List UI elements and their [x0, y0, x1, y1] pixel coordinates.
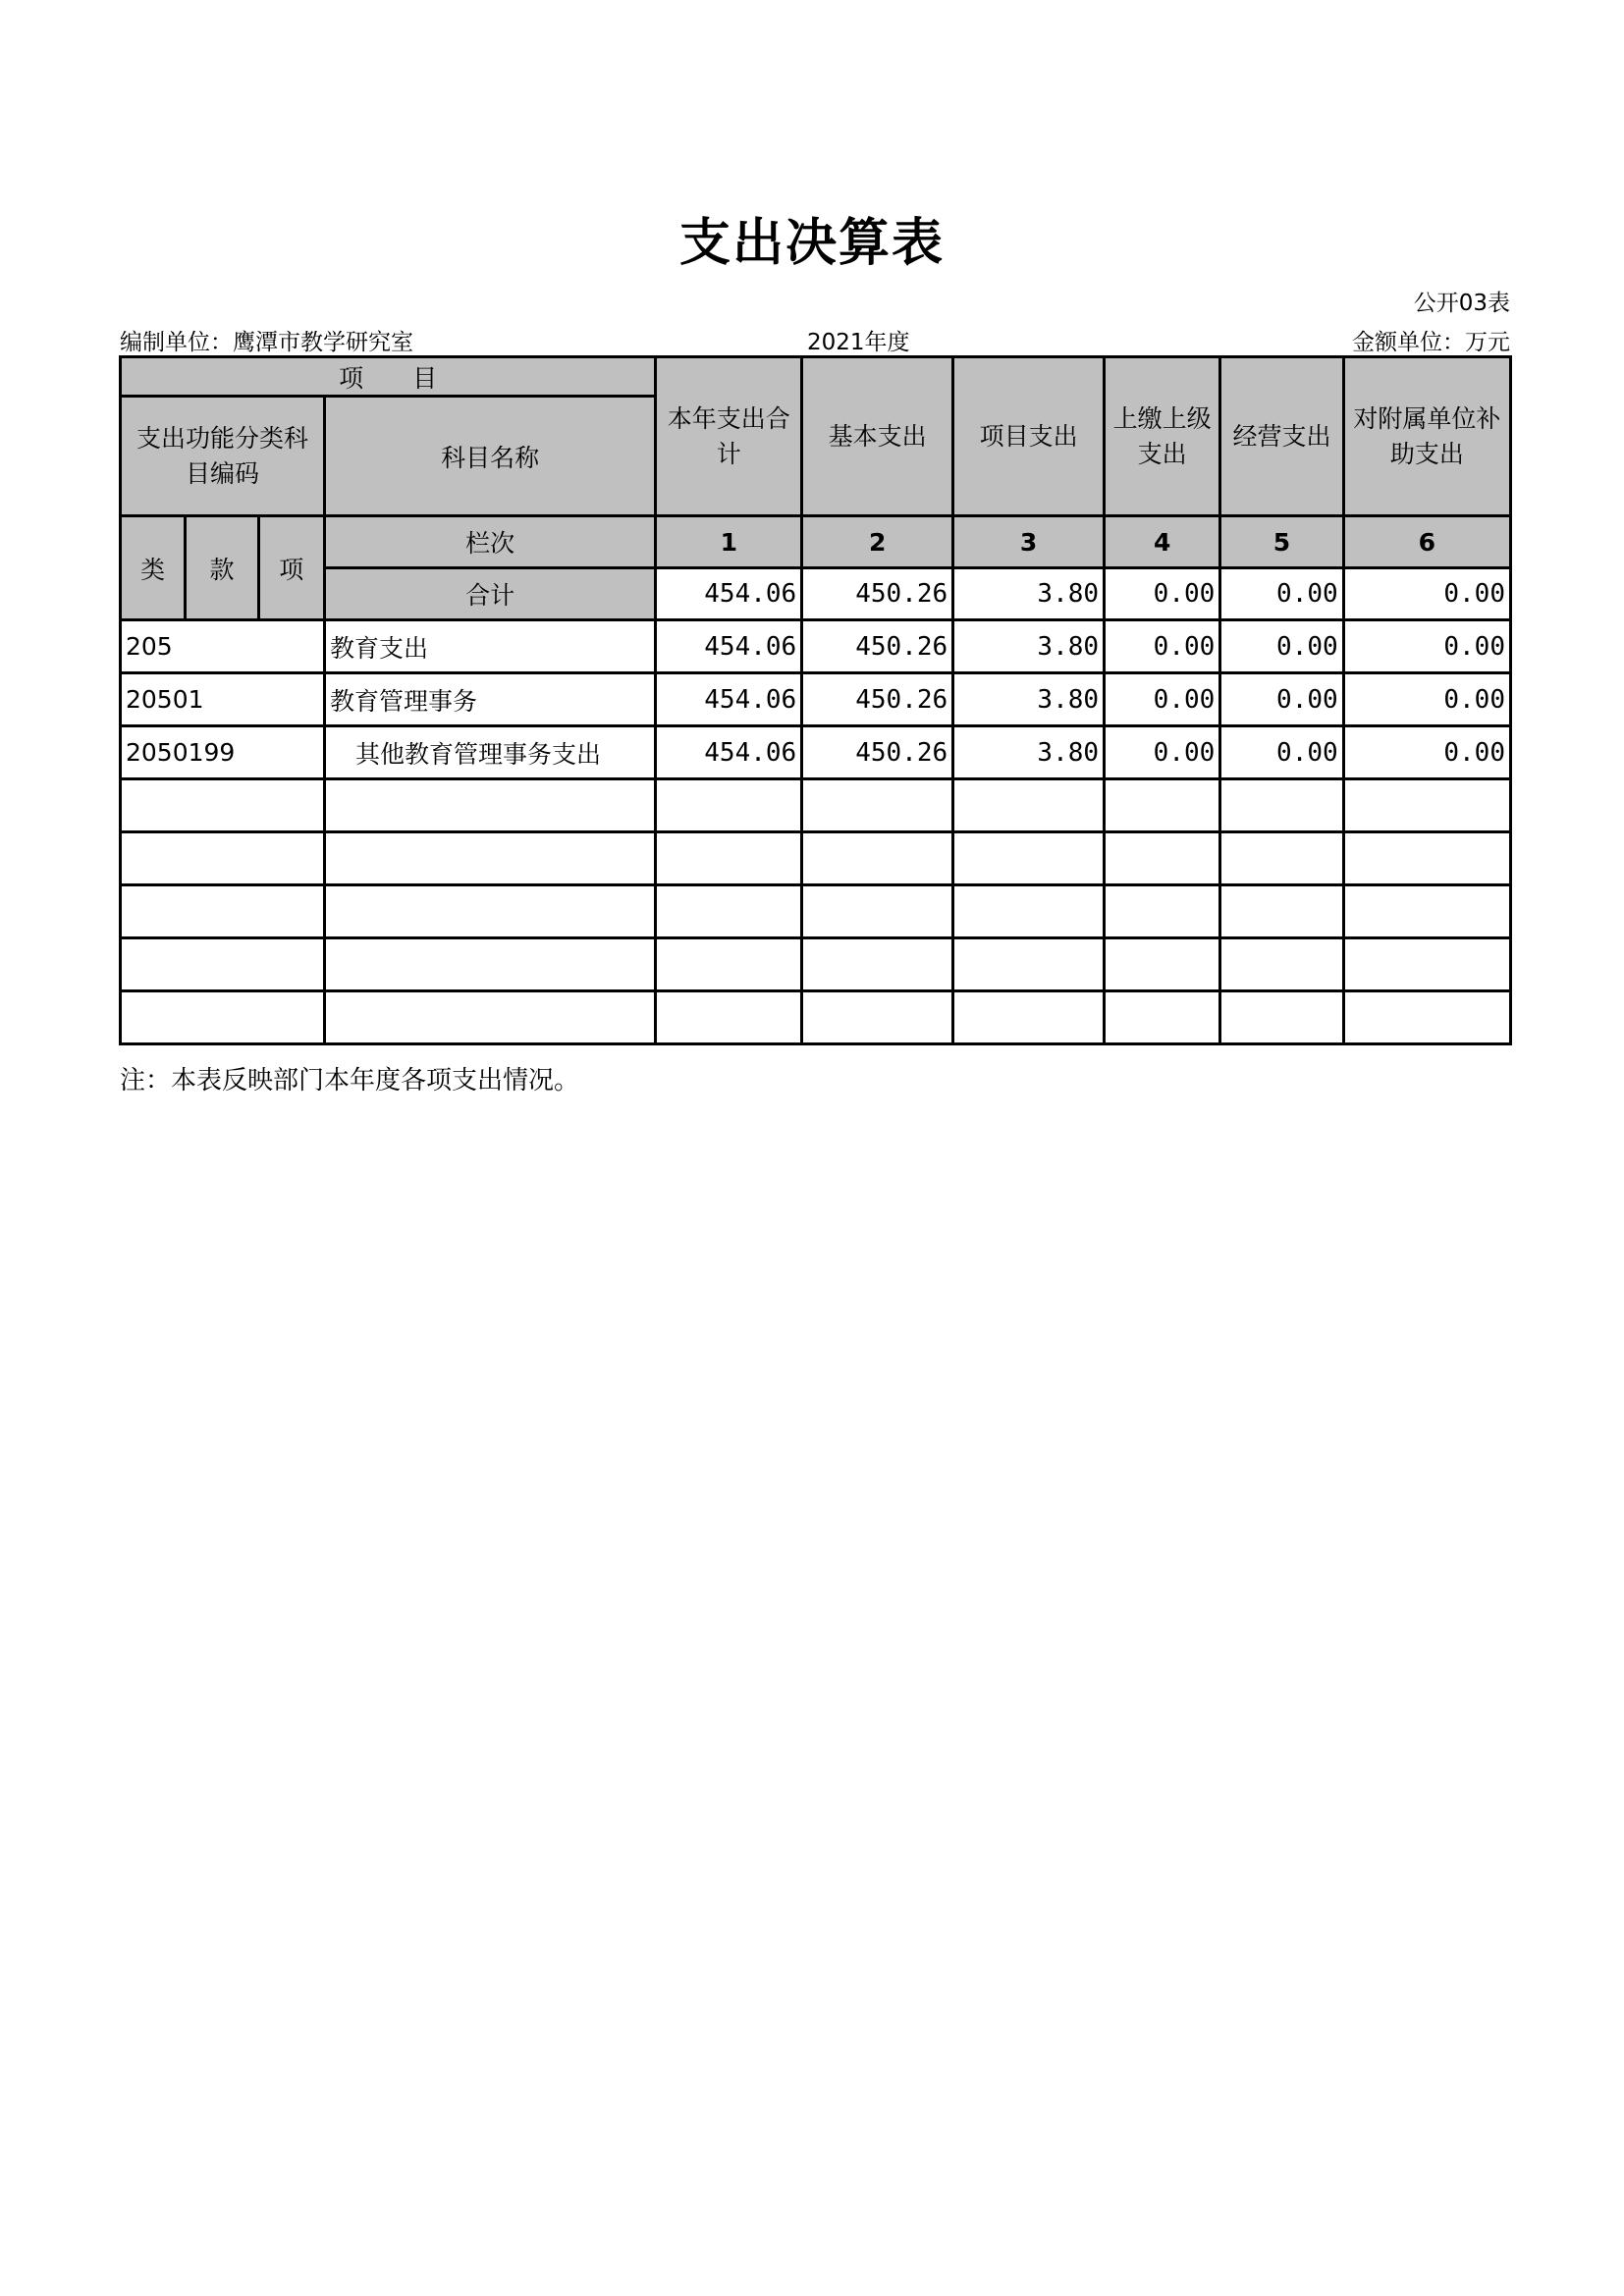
empty-row [121, 779, 1511, 832]
empty-cell [1343, 779, 1510, 832]
header-upper: 上缴上级支出 [1105, 357, 1220, 516]
empty-cell [802, 938, 953, 991]
table-row [121, 673, 1511, 726]
column-no-cell: 6 [1343, 516, 1510, 568]
empty-cell [802, 885, 953, 938]
footnote: 注：本表反映部门本年度各项支出情况。 [120, 1066, 580, 1095]
empty-cell [802, 991, 953, 1044]
row-value: 0.00 [1105, 620, 1220, 673]
header-subsidy: 对附属单位补助支出 [1343, 357, 1510, 516]
meta-row [120, 324, 1510, 357]
total-value-cell: 450.26 [802, 568, 953, 620]
compiling-unit: 编制单位：鹰潭市教学研究室 [120, 330, 413, 355]
row-value: 0.00 [1105, 726, 1220, 779]
table-row [121, 620, 1511, 673]
empty-cell [1220, 938, 1343, 991]
empty-cell [802, 832, 953, 885]
header-total-row: 合计 [324, 568, 655, 620]
total-value-cell: 454.06 [656, 568, 802, 620]
empty-cell [121, 832, 325, 885]
empty-cell [121, 991, 325, 1044]
row-value: 454.06 [656, 673, 802, 726]
empty-row [121, 885, 1511, 938]
row-code: 20501 [121, 673, 325, 726]
row-value: 3.80 [953, 620, 1105, 673]
empty-cell [1343, 832, 1510, 885]
column-no-cell: 4 [1105, 516, 1220, 568]
header-column-no: 栏次 [324, 516, 655, 568]
empty-cell [324, 938, 655, 991]
row-value: 3.80 [953, 673, 1105, 726]
empty-cell [1220, 991, 1343, 1044]
empty-cell [1220, 832, 1343, 885]
header-project: 项目支出 [953, 357, 1105, 516]
row-code: 2050199 [121, 726, 325, 779]
empty-cell [656, 832, 802, 885]
row-name: 教育支出 [324, 620, 655, 673]
empty-cell [1105, 938, 1220, 991]
total-value-cell: 3.80 [953, 568, 1105, 620]
row-value: 0.00 [1343, 726, 1510, 779]
amount-unit: 金额单位：万元 [1352, 330, 1510, 355]
empty-cell [656, 885, 802, 938]
empty-cell [1343, 885, 1510, 938]
header-subject-name: 科目名称 [324, 397, 655, 516]
row-name: 教育管理事务 [324, 673, 655, 726]
row-value: 0.00 [1220, 726, 1343, 779]
row-value: 0.00 [1343, 620, 1510, 673]
empty-cell [953, 779, 1105, 832]
empty-cell [324, 991, 655, 1044]
empty-cell [953, 938, 1105, 991]
empty-row [121, 938, 1511, 991]
empty-cell [324, 885, 655, 938]
row-value: 3.80 [953, 726, 1105, 779]
header-lei: 类 [121, 516, 186, 620]
empty-cell [1105, 779, 1220, 832]
row-value: 0.00 [1220, 673, 1343, 726]
column-no-cell: 5 [1220, 516, 1343, 568]
empty-cell [656, 938, 802, 991]
empty-cell [1343, 938, 1510, 991]
row-value: 454.06 [656, 726, 802, 779]
row-value: 450.26 [802, 726, 953, 779]
fiscal-year: 2021年度 [807, 330, 910, 355]
header-total: 本年支出合计 [656, 357, 802, 516]
column-no-cell: 2 [802, 516, 953, 568]
header-xiang: 项 [258, 516, 324, 620]
empty-cell [1105, 832, 1220, 885]
page-title: 支出决算表 [678, 213, 945, 273]
empty-cell [953, 885, 1105, 938]
header-func-code: 支出功能分类科目编码 [121, 397, 325, 516]
row-code: 205 [121, 620, 325, 673]
header-basic: 基本支出 [802, 357, 953, 516]
row-value: 450.26 [802, 673, 953, 726]
empty-cell [1343, 991, 1510, 1044]
header-item: 项 目 [121, 357, 656, 397]
row-value: 0.00 [1343, 673, 1510, 726]
empty-cell [121, 885, 325, 938]
empty-cell [324, 832, 655, 885]
empty-row [121, 991, 1511, 1044]
form-number: 公开03表 [1413, 291, 1510, 316]
row-name: 其他教育管理事务支出 [324, 726, 655, 779]
empty-cell [1105, 885, 1220, 938]
empty-cell [953, 832, 1105, 885]
total-value-cell: 0.00 [1105, 568, 1220, 620]
row-value: 450.26 [802, 620, 953, 673]
header-business: 经营支出 [1220, 357, 1343, 516]
total-value-cell: 0.00 [1343, 568, 1510, 620]
table-row [121, 726, 1511, 779]
empty-cell [121, 779, 325, 832]
total-value-cell: 0.00 [1220, 568, 1343, 620]
empty-cell [802, 779, 953, 832]
header-kuan: 款 [186, 516, 258, 620]
empty-cell [656, 779, 802, 832]
row-value: 0.00 [1105, 673, 1220, 726]
empty-cell [656, 991, 802, 1044]
empty-cell [1105, 991, 1220, 1044]
column-no-cell: 1 [656, 516, 802, 568]
empty-cell [953, 991, 1105, 1044]
empty-row [121, 832, 1511, 885]
row-value: 0.00 [1220, 620, 1343, 673]
empty-cell [1220, 885, 1343, 938]
empty-cell [324, 779, 655, 832]
row-value: 454.06 [656, 620, 802, 673]
empty-cell [1220, 779, 1343, 832]
empty-cell [121, 938, 325, 991]
column-no-cell: 3 [953, 516, 1105, 568]
expenditure-table [119, 355, 1512, 1045]
